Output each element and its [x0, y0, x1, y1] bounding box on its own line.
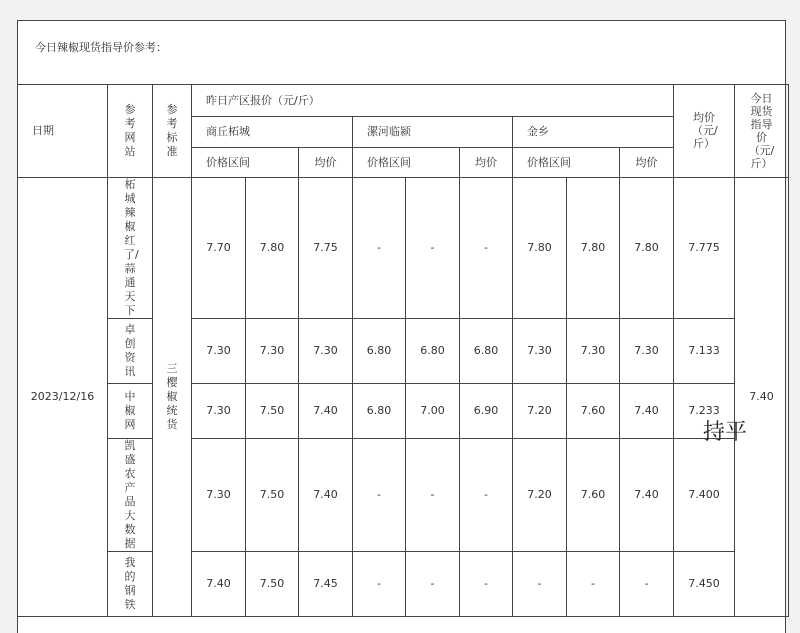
price-cell: 7.40	[620, 384, 674, 439]
date-cell: 2023/12/16	[18, 178, 108, 617]
site-cell: 中椒网	[108, 384, 153, 439]
price-cell: -	[620, 552, 674, 617]
price-cell: 7.50	[246, 439, 299, 552]
price-cell: 7.50	[246, 552, 299, 617]
price-cell: 7.70	[192, 178, 246, 319]
header-price-range: 价格区间	[353, 148, 460, 178]
price-cell: 7.60	[567, 439, 620, 552]
header-today-price: 今日现货指导价（元/斤）	[735, 85, 789, 178]
header-date: 日期	[18, 85, 108, 178]
table-row	[18, 439, 789, 552]
price-cell: 6.80	[460, 319, 513, 384]
header-region-3: 金乡	[513, 117, 674, 148]
standard-cell: 三樱椒统货	[153, 178, 192, 617]
price-table	[17, 84, 789, 617]
price-cell: -	[513, 552, 567, 617]
price-cell: -	[353, 439, 406, 552]
price-cell: 7.30	[567, 319, 620, 384]
price-cell: 7.40	[192, 552, 246, 617]
header-price-range: 价格区间	[192, 148, 299, 178]
price-cell: -	[353, 178, 406, 319]
price-cell: -	[460, 439, 513, 552]
avg-cell: 7.775	[674, 178, 735, 319]
price-cell: 6.80	[406, 319, 460, 384]
price-cell: 7.50	[246, 384, 299, 439]
price-cell: 6.80	[353, 319, 406, 384]
header-region-2: 漯河临颍	[353, 117, 513, 148]
header-avg: 均价	[299, 148, 353, 178]
header-region-1: 商丘柘城	[192, 117, 353, 148]
avg-cell: 7.233	[674, 384, 735, 439]
price-cell: 7.40	[299, 439, 353, 552]
price-cell: 7.30	[299, 319, 353, 384]
table-row	[18, 552, 789, 617]
table-caption: 今日辣椒现货指导价参考：	[17, 20, 786, 85]
price-cell: 6.80	[353, 384, 406, 439]
price-cell: 7.40	[620, 439, 674, 552]
avg-cell: 7.450	[674, 552, 735, 617]
price-cell: -	[406, 552, 460, 617]
price-cell: 7.30	[192, 384, 246, 439]
price-cell: -	[406, 178, 460, 319]
header-standard: 参考标准	[153, 85, 192, 178]
header-avg: 均价	[620, 148, 674, 178]
price-cell: 7.80	[567, 178, 620, 319]
price-cell: 7.20	[513, 439, 567, 552]
price-cell: 7.80	[246, 178, 299, 319]
price-cell: 7.30	[620, 319, 674, 384]
price-cell: 6.90	[460, 384, 513, 439]
price-cell: 7.30	[246, 319, 299, 384]
price-cell: 7.80	[620, 178, 674, 319]
price-cell: -	[406, 439, 460, 552]
price-cell: -	[460, 178, 513, 319]
price-cell: 7.80	[513, 178, 567, 319]
header-avg: 均价	[460, 148, 513, 178]
header-site: 参考网站	[108, 85, 153, 178]
site-cell: 凯盛农产品大数据	[108, 439, 153, 552]
avg-cell: 7.400	[674, 439, 735, 552]
header-avg-price: 均价（元/斤）	[674, 85, 735, 178]
price-cell: -	[460, 552, 513, 617]
price-cell: 7.30	[192, 439, 246, 552]
price-cell: 7.30	[192, 319, 246, 384]
price-cell: 7.75	[299, 178, 353, 319]
table-row	[18, 384, 789, 439]
price-cell: -	[567, 552, 620, 617]
price-cell: 7.45	[299, 552, 353, 617]
price-cell: 7.00	[406, 384, 460, 439]
site-cell: 柘城辣椒红了/蒜通天下	[108, 178, 153, 319]
price-trend-note: 持平	[703, 420, 748, 445]
table-row	[18, 178, 789, 319]
price-cell: 7.40	[299, 384, 353, 439]
site-cell: 卓创资讯	[108, 319, 153, 384]
price-cell: -	[353, 552, 406, 617]
price-cell: 7.30	[513, 319, 567, 384]
site-cell: 我的钢铁	[108, 552, 153, 617]
price-cell: 7.20	[513, 384, 567, 439]
header-price-range: 价格区间	[513, 148, 620, 178]
avg-cell: 7.133	[674, 319, 735, 384]
today-price-cell: 7.40	[735, 178, 789, 617]
table-row	[18, 319, 789, 384]
header-yesterday-price: 昨日产区报价（元/斤）	[192, 85, 674, 117]
price-cell: 7.60	[567, 384, 620, 439]
